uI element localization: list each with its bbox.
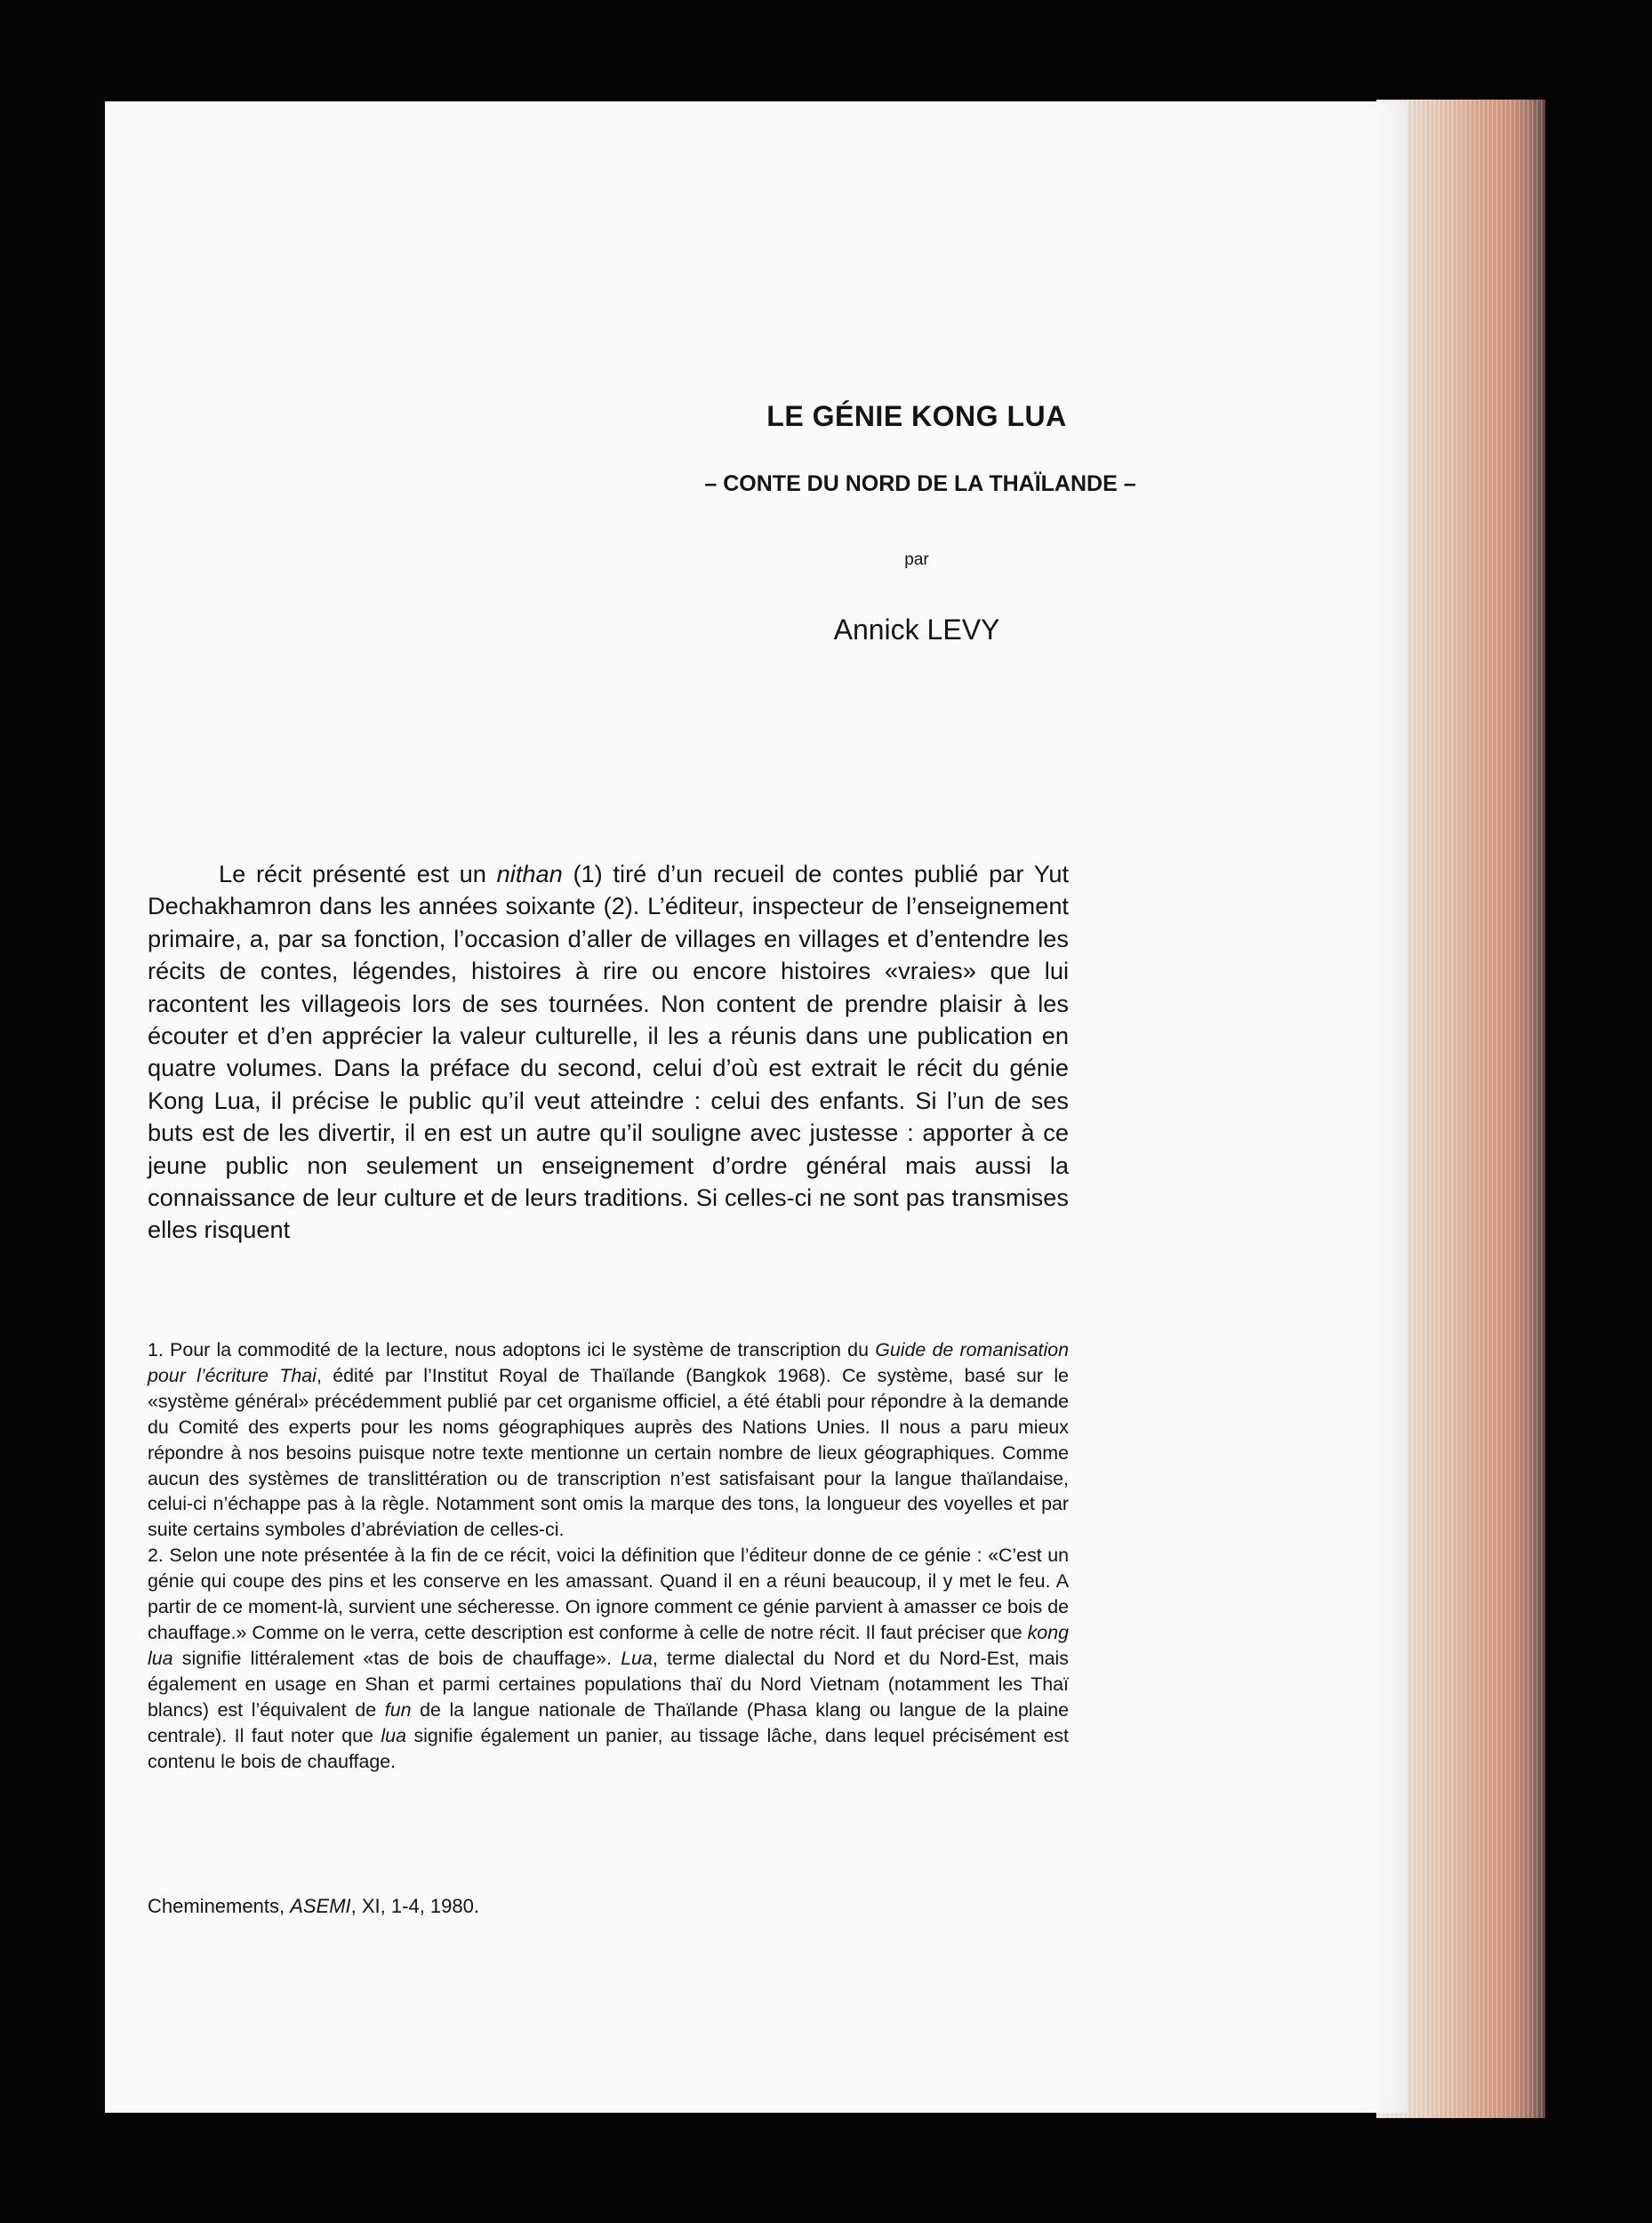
text-run: , XI, 1-4, 1980. <box>350 1895 479 1917</box>
italic-run: Lua <box>621 1647 653 1669</box>
italic-run: nithan <box>496 860 563 887</box>
text-run: (1) tiré d’un recueil de contes publié par Yut Dechakhamron dans les années soixante (2). L’éditeur, inspecteur de l’enseignement primaire, a, par sa fonction, l’occasion d’aller de villages en villages et d’entendre les récits de contes, légendes, histoires à rire ou encore histoires «vraies» que lui racontent les villageois lors de ses tournées. Non content de prendre plaisir à les écouter et d’en apprécier la valeur culturelle, il les a réunis dans une publication en quatre volumes. Dans la préface du second, celui d’où est extrait le récit du génie Kong Lua, il précise le public qu’il veut atteindre : celui des enfants. Si l’un de ses buts est de les divertir, il en est un autre qu’il souligne avec justesse : apporter à ce jeune public non seulement un enseignement d’ordre général mais aussi la connaissance de leur culture et de leurs traditions. Si celles-ci ne sont pas transmises elles risquent <box>148 860 1070 1244</box>
text-run: 1. Pour la commodité de la lecture, nous adoptons ici le système de transcription du <box>148 1339 876 1360</box>
text-run: 2. Selon une note présentée à la fin de ce récit, voici la définition que l’éditeur donne de ce génie : «C’est un génie qui coupe des pins et les conserve en les amassant. Quand il en a réuni beaucoup, il y met le feu. A partir de ce moment-là, survient une sécheresse. On ignore comment ce génie parvient à amasser ce bois de chauffage.» Comme on le verra, cette description est conforme à celle de notre récit. Il faut préciser que <box>148 1545 1069 1643</box>
article-subtitle: – CONTE DU NORD DE LA THAÏLANDE – <box>704 471 1136 496</box>
italic-run: fun <box>384 1698 412 1721</box>
text-run: signifie littéralement «tas de bois de chauffage». <box>172 1647 622 1669</box>
italic-run: Guide de romanisation pour l’écriture Thai <box>148 1339 1069 1386</box>
text-run: de la langue nationale de Thaïlande (Phasa klang ou langue de la plaine centrale). Il faut noter que <box>148 1698 1069 1746</box>
body-paragraph <box>148 858 1069 1247</box>
text-run: Le récit présenté est un <box>219 860 497 887</box>
italic-run: lua <box>381 1724 406 1746</box>
text-run: Cheminements, <box>148 1895 291 1917</box>
text-run: , édité par l’Institut Royal de Thaïlande (Bangkok 1968). Ce système, basé sur le «système général» précédemment publié par cet organisme officiel, a été établi pour répondre à la demande du Comité des experts pour les noms géographiques auprès des Nations Unies. Il nous a paru mieux répondre à nos besoins puisque notre texte mentionne un certain nombre de lieux géographiques. Comme aucun des systèmes de translittération ou de transcription n’est satisfaisant pour la langue thaïlandaise, celui-ci n’échappe pas à la règle. Notamment sont omis la marque des tons, la longueur des voyelles et par suite certains symboles d’abréviation de celles-ci. <box>148 1364 1069 1541</box>
text-run: signifie également un panier, au tissage lâche, dans lequel précisément est contenu le bois de chauffage. <box>148 1724 1069 1772</box>
footnote-1 <box>148 1337 1069 1543</box>
italic-run: ASEMI <box>290 1895 351 1917</box>
byline-par: par <box>904 550 929 569</box>
article-title: LE GÉNIE KONG LUA <box>766 400 1067 432</box>
journal-citation <box>148 1895 479 1918</box>
italic-run: kong lua <box>148 1621 1069 1669</box>
show-through-text <box>247 226 1296 290</box>
text-run: , terme dialectal du Nord et du Nord-Est, mais également en usage en Shan et parmi certaines populations thaï du Nord Vietnam (notamment les Thaï blancs) est l’équivalent de <box>148 1647 1069 1721</box>
footnotes <box>148 1337 1069 1774</box>
footnote-2 <box>148 1543 1069 1774</box>
author-name: Annick LEVY <box>833 614 1000 646</box>
